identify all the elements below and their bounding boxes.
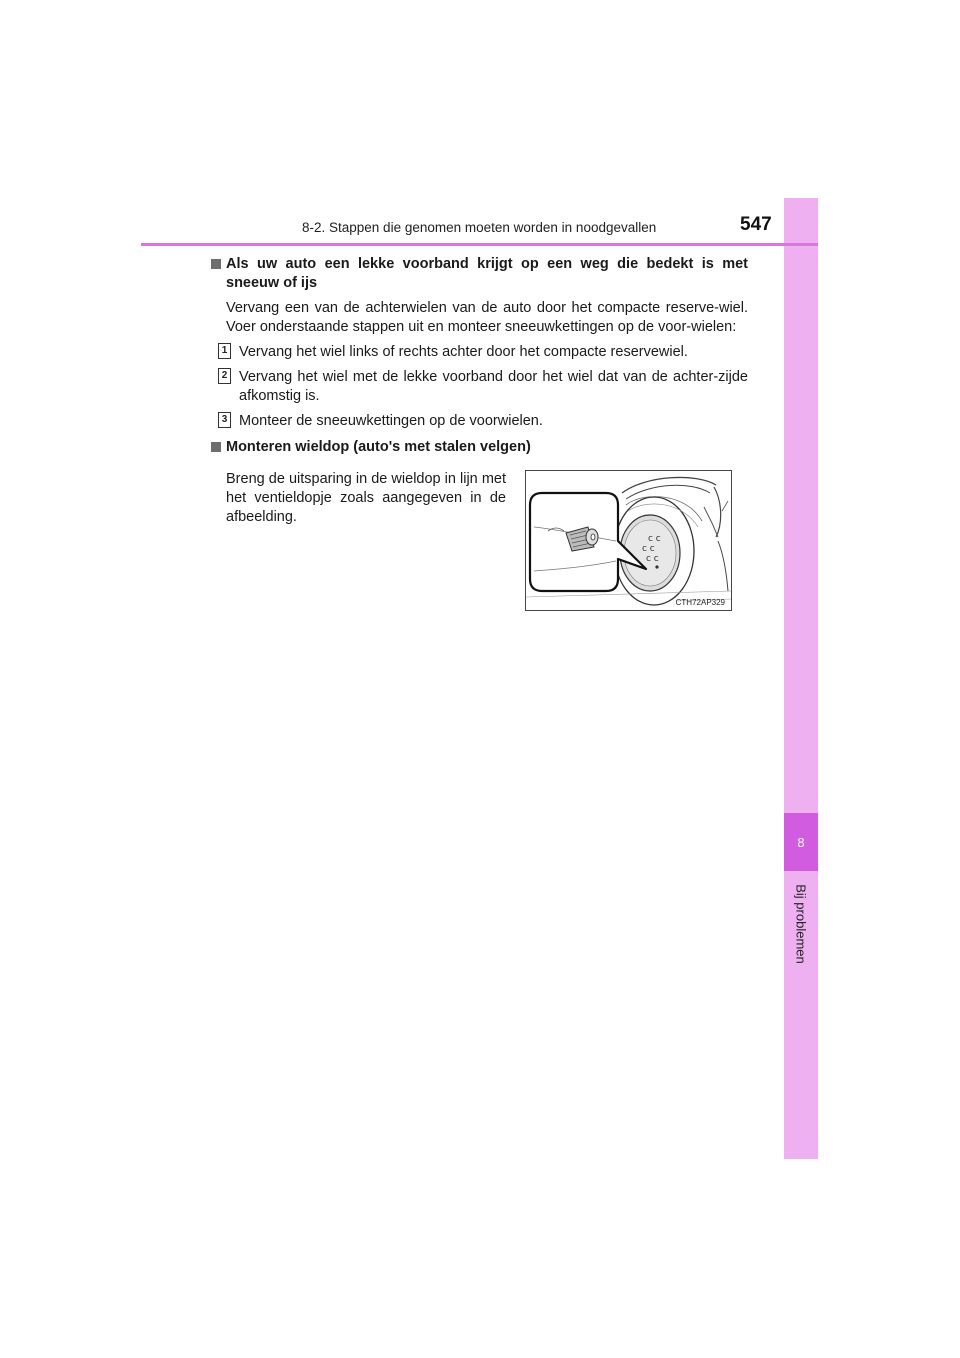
- heading-text: Monteren wieldop (auto's met stalen velgen): [226, 439, 531, 455]
- bullet-square-icon: [211, 442, 221, 452]
- heading-text: Als uw auto een lekke voorband krijgt op een weg die bedekt is met sneeuw of ijs: [226, 256, 748, 291]
- section-heading-wheel-cap: [210, 438, 748, 457]
- step-text: Monteer de sneeuwkettingen op de voorwielen.: [239, 413, 543, 429]
- step-text: Vervang het wiel links of rechts achter door het compacte reservewiel.: [239, 344, 688, 360]
- step-item: [210, 412, 748, 431]
- main-content: [210, 255, 748, 457]
- step-item: [210, 368, 748, 406]
- intro-paragraph: Vervang een van de achterwielen van de auto door het compacte reserve-wiel. Voer onderstaande stappen uit en monteer sneeuwkettingen op de voor-wielen:: [226, 300, 748, 335]
- figure-code: CTH72AP329: [675, 598, 725, 607]
- wheel-cap-illustration: [525, 470, 732, 611]
- chapter-side-tab: [784, 198, 818, 1159]
- wheel-cap-drawing: [526, 471, 731, 610]
- svg-text:c c: c c: [646, 554, 659, 564]
- header-divider: [141, 243, 818, 246]
- chapter-number-tab[interactable]: 8: [784, 813, 818, 871]
- step-text: Vervang het wiel met de lekke voorband door het wiel dat van de achter-zijde afkomstig is.: [239, 369, 748, 404]
- chapter-title-label: Bij problemen: [793, 884, 809, 964]
- step-number-badge: 1: [218, 343, 231, 359]
- wheel-cap-instruction: Breng de uitsparing in de wieldop in lijn met het ventieldopje zoals aangegeven in de afbeelding.: [226, 471, 506, 525]
- bullet-square-icon: [211, 259, 221, 269]
- step-number-badge: 3: [218, 412, 231, 428]
- step-item: [210, 343, 748, 362]
- page-number: 547: [740, 214, 772, 235]
- step-number-badge: 2: [218, 368, 231, 384]
- section-heading-flat-front-tire: [210, 255, 748, 293]
- section-title: 8-2. Stappen die genomen moeten worden in noodgevallen: [302, 220, 657, 235]
- svg-text:c c: c c: [642, 544, 655, 554]
- svg-text:c c: c c: [648, 534, 661, 544]
